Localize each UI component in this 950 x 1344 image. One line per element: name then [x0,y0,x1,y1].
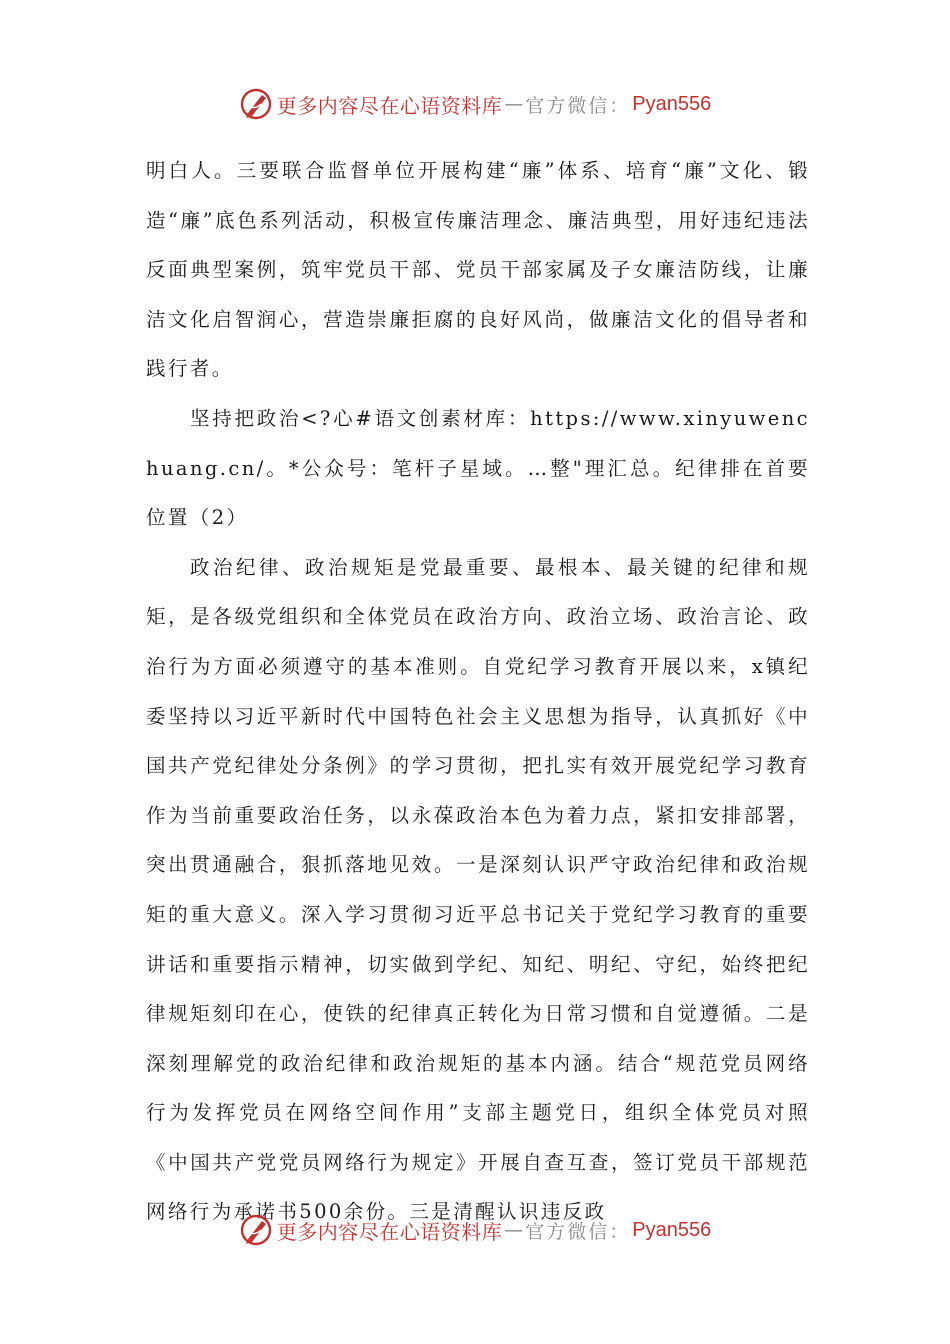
paragraph-3: 政治纪律、政治规矩是党最重要、最根本、最关键的纪律和规矩，是各级党组织和全体党员在政治方向、政治立场、政治言论、政治行为方面必须遵守的基本准则。自党纪学习教育开展以来，x镇纪委坚持以习近平新时代中国特色社会主义思想为指导，认真抓好《中国共产党纪律处分条例》的学习贯彻，把扎实有效开展党纪学习教育作为当前重要政治任务，以永葆政治本色为着力点，紧扣安排部署，突出贯通融合，狠抓落地见效。一是深刻认识严守政治纪律和政治规矩的重大意义。深入学习贯彻习近平总书记关于党纪学习教育的重要讲话和重要指示精神，切实做到学纪、知纪、明纪、守纪，始终把纪律规矩刻印在心，使铁的纪律真正转化为日常习惯和自觉遵循。二是深刻理解党的政治纪律和政治规矩的基本内涵。结合“规范党员网络行为发挥党员在网络空间作用”支部主题党日，组织全体党员对照《中国共产党党员网络行为规定》开展自查互查，签订党员干部规范网络行为承诺书500余份。三是清醒认识违反政 [146,555,810,1224]
paragraph-2: 坚持把政治<?心#语文创素材库：https://www.xinyuwenchuang.cn/。*公众号：笔杆子星域。…整"理汇总。纪律排在首要位置（2） [146,406,810,530]
pen-seal-logo-icon [239,87,273,121]
banner-brand-text: 更多内容尽在心语资料库 [276,93,503,118]
footer-separator: — [504,1219,524,1241]
banner-wechat-label: 官方微信： [525,94,631,117]
banner-separator: — [504,93,524,115]
footer-brand-text: 更多内容尽在心语资料库 [276,1219,503,1244]
header-banner [0,82,950,126]
footer-wechat-id: Pyan556 [632,1218,712,1241]
pen-seal-logo-icon [239,1213,273,1247]
footer-wechat-label: 官方微信： [525,1220,631,1243]
banner-wechat-id: Pyan556 [632,92,712,115]
document-body [146,146,810,1237]
footer-banner [0,1208,950,1252]
paragraph-1: 明白人。三要联合监督单位开展构建“廉”体系、培育“廉”文化、锻造“廉”底色系列活动，积极宣传廉洁理念、廉洁典型，用好违纪违法反面典型案例，筑牢党员干部、党员干部家属及子女廉洁防线，让廉洁文化启智润心，营造崇廉拒腐的良好风尚，做廉洁文化的倡导者和践行者。 [146,159,810,381]
